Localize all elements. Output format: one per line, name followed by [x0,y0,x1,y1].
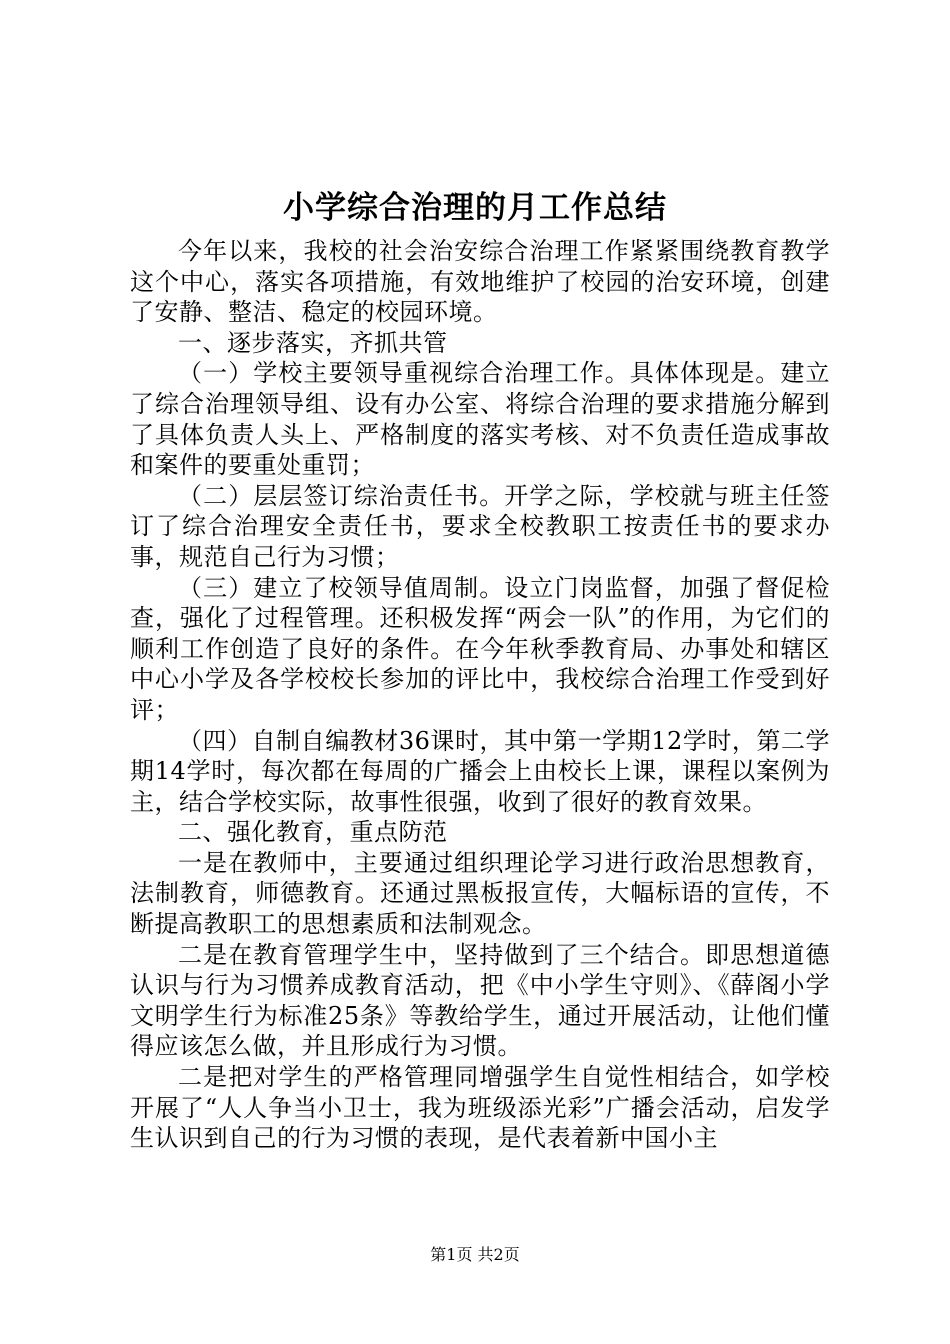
document-title: 小学综合治理的月工作总结 [283,190,667,226]
paragraph-item-1: （一）学校主要领导重视综合治理工作。具体体现是。建立了综合治理领导组、设有办公室、将综合治理的要求措施分解到了具体负责人头上、严格制度的落实考核、对不负责任造成事故和案件的要重处重罚； [130,359,830,480]
paragraph-item-2: （二）层层签订综治责任书。开学之际，学校就与班主任签订了综合治理安全责任书，要求全校教职工按责任书的要求办事，规范自己行为习惯； [130,481,830,571]
section-heading-1: 一、逐步落实，齐抓共管 [178,328,448,357]
paragraph-teachers: 一是在教师中，主要通过组织理论学习进行政治思想教育，法制教育，师德教育。还通过黑板报宣传，大幅标语的宣传，不断提高教职工的思想素质和法制观念。 [130,848,830,939]
document-body [130,236,830,1154]
paragraph-students: 二是在教育管理学生中，坚持做到了三个结合。即思想道德认识与行为习惯养成教育活动，把《中小学生守则》、《薛阁小学文明学生行为标准25条》等教给学生，通过开展活动，让他们懂得应该怎么做，并且形成行为习惯。 [130,940,830,1061]
section-heading-2: 二、强化教育，重点防范 [178,818,448,847]
paragraph-management: 二是把对学生的严格管理同增强学生自觉性相结合，如学校开展了“人人争当小卫士，我为班级添光彩”广播会活动，启发学生认识到自己的行为习惯的表现，是代表着新中国小主 [130,1063,830,1153]
paragraph-intro: 今年以来，我校的社会治安综合治理工作紧紧围绕教育教学这个中心，落实各项措施，有效地维护了校园的治安环境，创建了安静、整洁、稳定的校园环境。 [130,237,830,327]
paragraph-item-4: （四）自制自编教材36课时，其中第一学期12学时，第二学期14学时，每次都在每周的广播会上由校长上课，课程以案例为主，结合学校实际，故事性很强，收到了很好的教育效果。 [130,726,830,816]
paragraph-item-3: （三）建立了校领导值周制。设立门岗监督，加强了督促检查，强化了过程管理。还积极发挥“两会一队”的作用，为它们的顺利工作创造了良好的条件。在今年秋季教育局、办事处和辖区中心小学及各学校校长参加的评比中，我校综合治理工作受到好评； [130,573,830,724]
page-footer: 第1页 共2页 [430,1245,520,1264]
